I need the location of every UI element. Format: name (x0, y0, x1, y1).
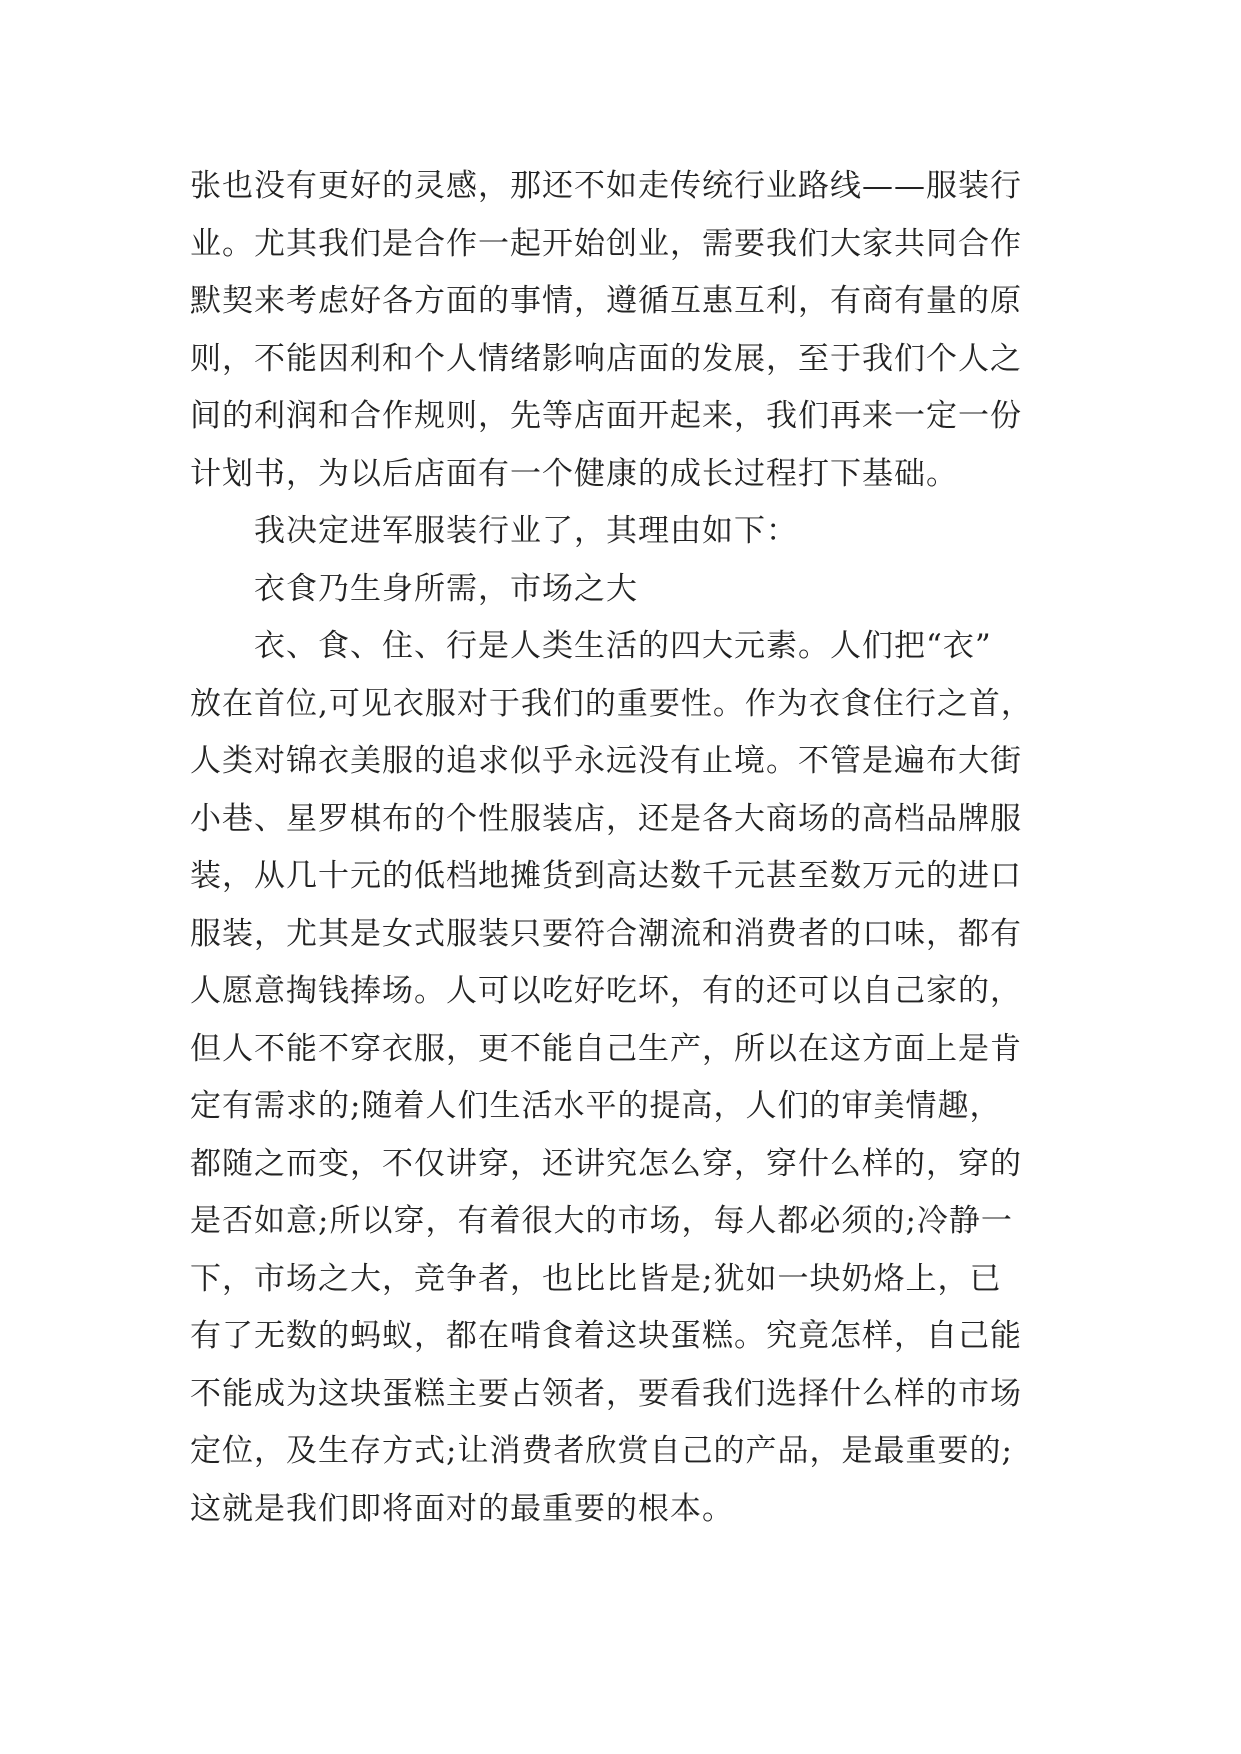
text-line: 定位，及生存方式;让消费者欣赏自己的产品，是最重要的; (190, 1433, 1013, 1469)
text-line: 不能成为这块蛋糕主要占领者，要看我们选择什么样的市场 (190, 1375, 1022, 1412)
text-line: 衣食乃生身所需，市场之大 (254, 570, 638, 607)
text-line: 我决定进军服装行业了，其理由如下： (254, 513, 798, 549)
text-line: 则，不能因利和个人情绪影响店面的发展，至于我们个人之 (190, 340, 1022, 377)
text-line: 放在首位,可见衣服对于我们的重要性。作为衣食住行之首， (190, 685, 1033, 722)
text-line: 这就是我们即将面对的最重要的根本。 (190, 1490, 734, 1527)
text-line: 人愿意掏钱捧场。人可以吃好吃坏，有的还可以自己家的， (190, 973, 1022, 1009)
text-line: 小巷、星罗棋布的个性服装店，还是各大商场的高档品牌服 (190, 800, 1022, 837)
text-line: 人类对锦衣美服的追求似乎永远没有止境。不管是遍布大街 (190, 743, 1022, 779)
text-line: 默契来考虑好各方面的事情，遵循互惠互利，有商有量的原 (190, 283, 1022, 319)
text-line: 计划书，为以后店面有一个健康的成长过程打下基础。 (190, 455, 958, 492)
text-line: 是否如意;所以穿，有着很大的市场，每人都必须的;冷静一 (190, 1203, 1013, 1239)
text-line: 下，市场之大，竞争者，也比比皆是;犹如一块奶烙上，已 (190, 1260, 1002, 1297)
text-line: 业。尤其我们是合作一起开始创业，需要我们大家共同合作 (190, 225, 1022, 262)
text-line: 间的利润和合作规则，先等店面开起来，我们再来一定一份 (190, 398, 1022, 434)
body-text (190, 158, 1070, 1538)
text-line: 服装，尤其是女式服装只要符合潮流和消费者的口味，都有 (190, 915, 1022, 952)
text-line: 定有需求的;随着人们生活水平的提高，人们的审美情趣， (190, 1088, 1002, 1124)
text-line: 张也没有更好的灵感，那还不如走传统行业路线——服装行 (190, 168, 1022, 204)
text-line: 衣、食、住、行是人类生活的四大元素。人们把“衣” (254, 628, 992, 664)
text-line: 装，从几十元的低档地摊货到高达数千元甚至数万元的进口 (190, 858, 1022, 894)
text-line: 都随之而变，不仅讲穿，还讲究怎么穿，穿什么样的，穿的 (190, 1145, 1022, 1182)
text-line: 有了无数的蚂蚁，都在啃食着这块蛋糕。究竟怎样，自己能 (190, 1318, 1022, 1354)
text-line: 但人不能不穿衣服，更不能自己生产，所以在这方面上是肯 (190, 1030, 1022, 1067)
